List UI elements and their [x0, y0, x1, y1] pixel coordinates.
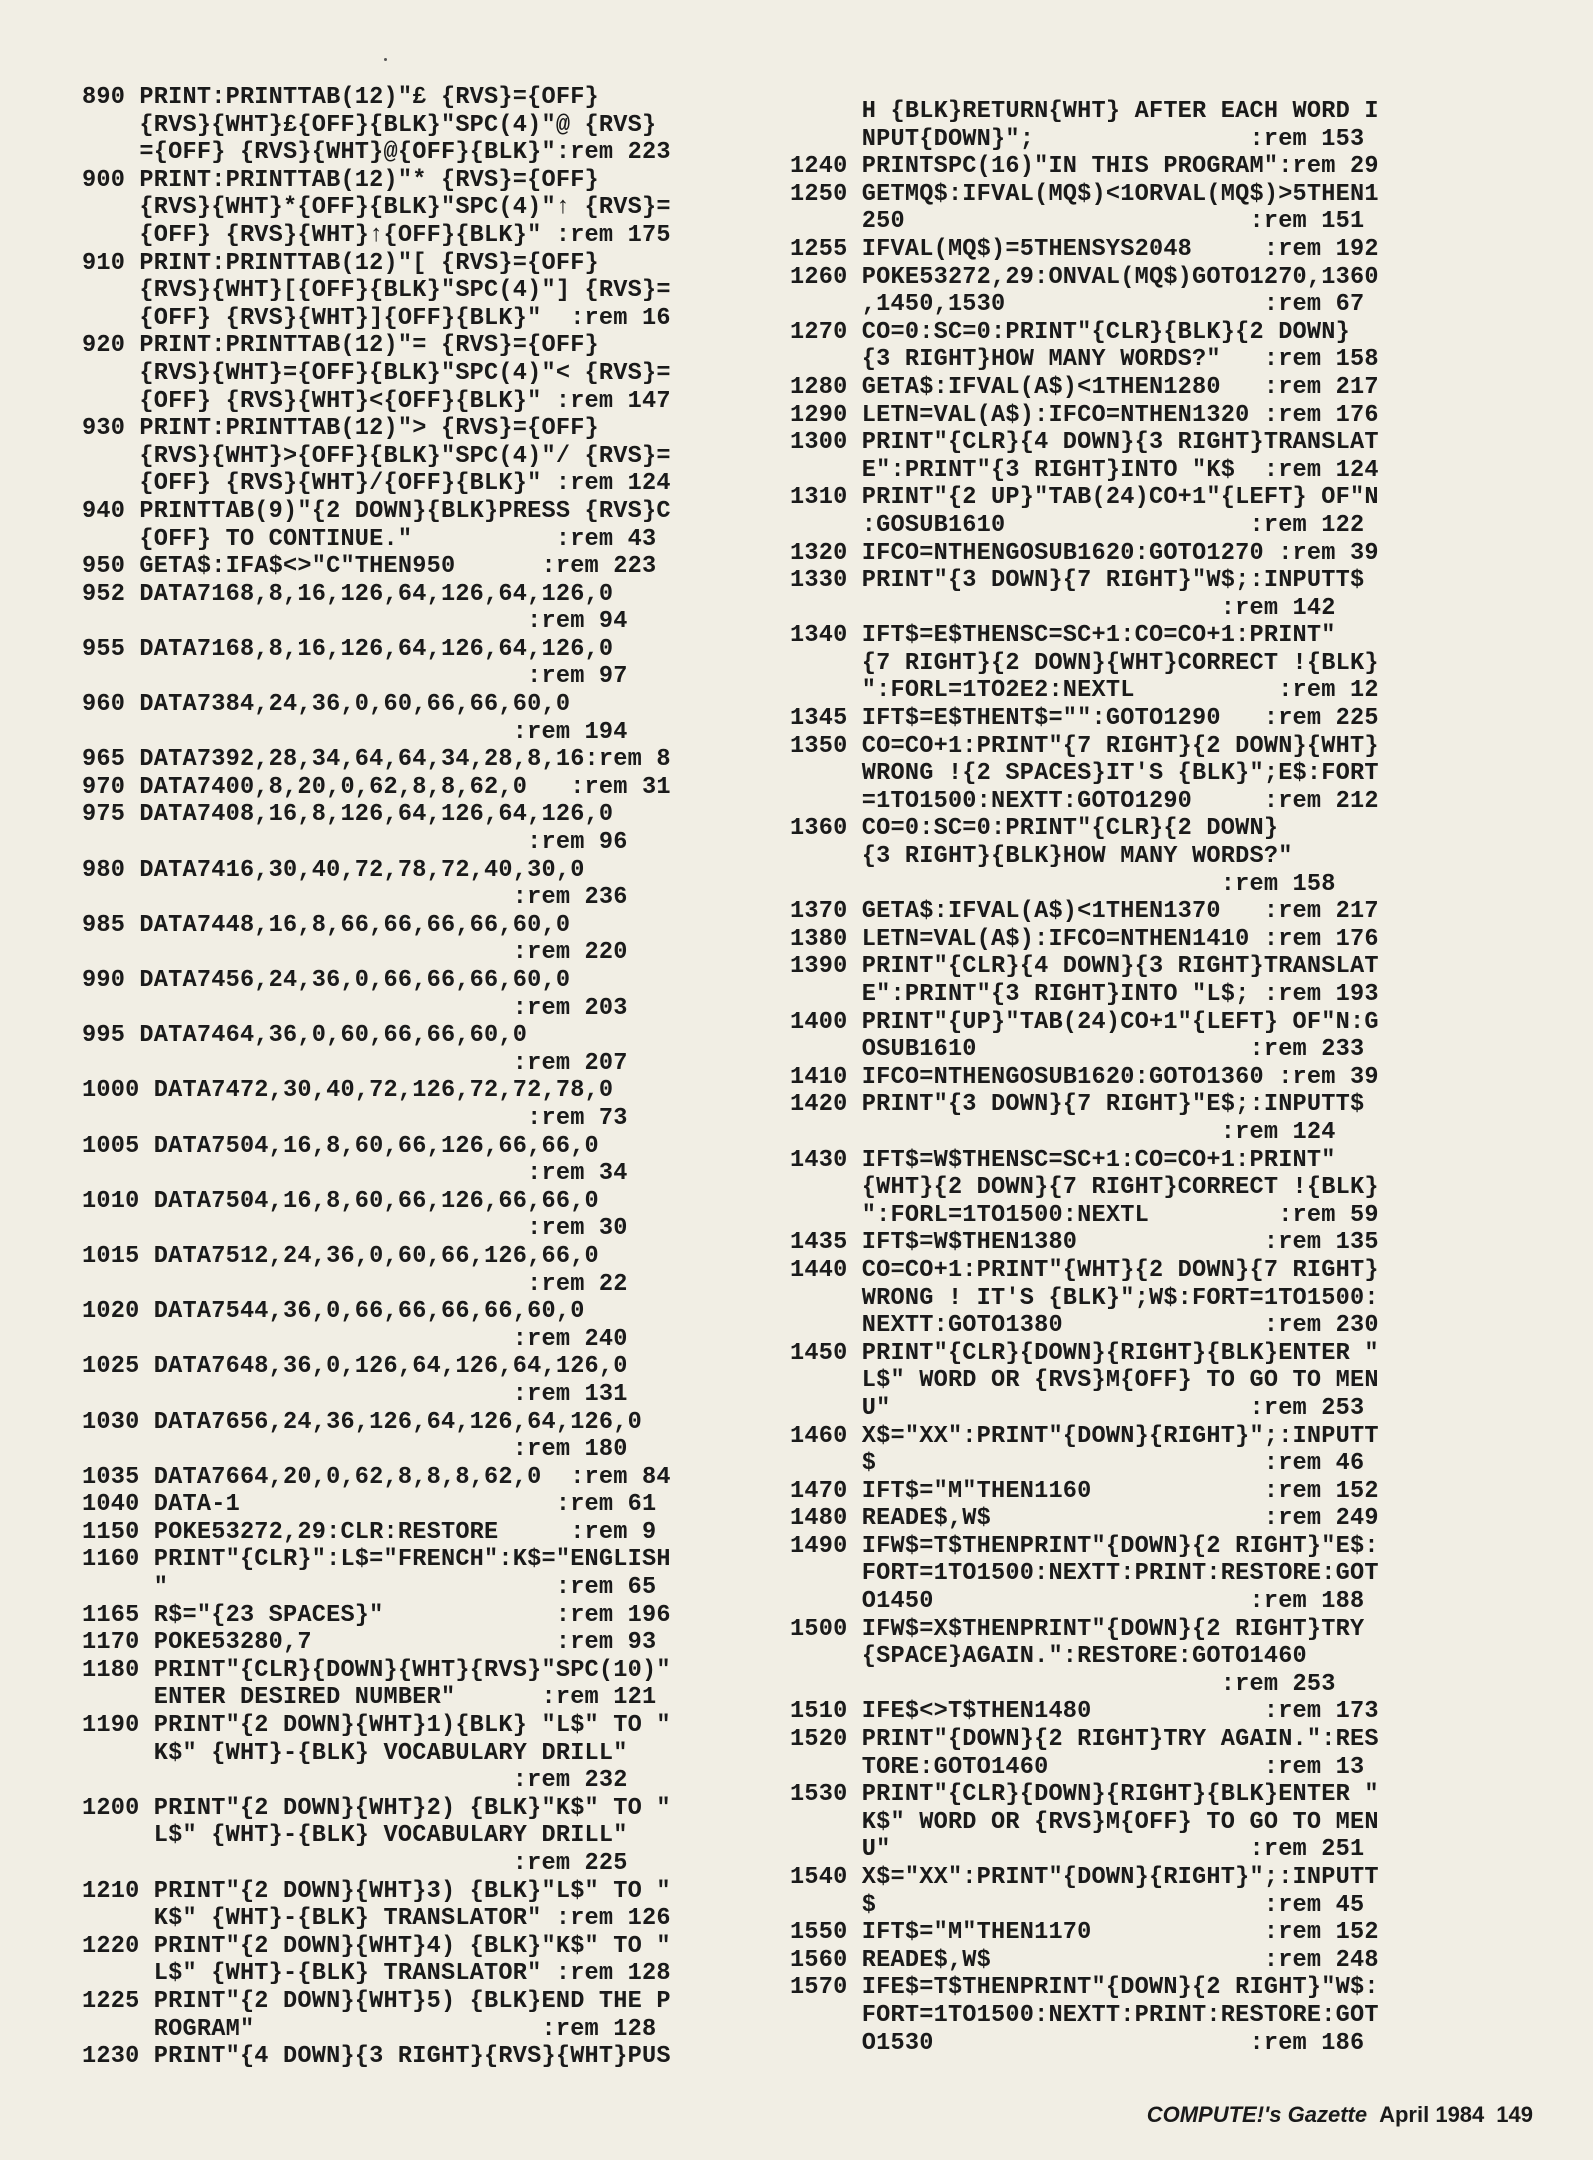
code-line: 1180 PRINT"{CLR}{DOWN}{WHT}{RVS}"SPC(10)": [82, 1656, 671, 1684]
code-line: FORT=1TO1500:NEXTT:PRINT:RESTORE:GOT: [790, 2001, 1379, 2029]
code-line: 1500 IFW$=X$THENPRINT"{DOWN}{2 RIGHT}TRY: [790, 1615, 1365, 1643]
code-line: K$" {WHT}-{BLK} VOCABULARY DRILL": [82, 1739, 628, 1767]
code-line: ROGRAM" :rem 128: [82, 2015, 657, 2043]
code-line: :rem 180: [82, 1436, 628, 1464]
code-line: 1020 DATA7544,36,0,66,66,66,66,60,0: [82, 1298, 585, 1326]
code-line: :rem 131: [82, 1380, 628, 1408]
code-line: 960 DATA7384,24,36,0,60,66,66,60,0: [82, 691, 571, 719]
code-line: :rem 236: [82, 884, 628, 912]
code-line: :rem 73: [82, 1104, 628, 1132]
code-line: {3 RIGHT}{BLK}HOW MANY WORDS?": [790, 843, 1293, 871]
code-line: K$" {WHT}-{BLK} TRANSLATOR" :rem 126: [82, 1905, 671, 1933]
code-line: 930 PRINT:PRINTTAB(12)"> {RVS}={OFF}: [82, 415, 599, 443]
page-footer: [1147, 2102, 1533, 2128]
code-line: U" :rem 253: [790, 1394, 1365, 1422]
code-line: 1300 PRINT"{CLR}{4 DOWN}{3 RIGHT}TRANSLAT: [790, 429, 1379, 457]
code-line: 1470 IFT$="M"THEN1160 :rem 152: [790, 1477, 1379, 1505]
code-line: :rem 142: [790, 594, 1336, 622]
code-line: " :rem 65: [82, 1574, 657, 1602]
code-line: 1220 PRINT"{2 DOWN}{WHT}4) {BLK}"K$" TO ": [82, 1932, 671, 1960]
code-line: 1320 IFCO=NTHENGOSUB1620:GOTO1270 :rem 39: [790, 539, 1379, 567]
code-line: 955 DATA7168,8,16,126,64,126,64,126,0: [82, 635, 614, 663]
code-line: 1360 CO=0:SC=0:PRINT"{CLR}{2 DOWN}: [790, 815, 1279, 843]
code-line: {OFF} {RVS}{WHT}/{OFF}{BLK}" :rem 124: [82, 470, 671, 498]
code-line: {OFF} TO CONTINUE." :rem 43: [82, 525, 657, 553]
code-line: NPUT{DOWN}"; :rem 153: [790, 125, 1365, 153]
code-line: 1330 PRINT"{3 DOWN}{7 RIGHT}"W$;:INPUTT$: [790, 567, 1365, 595]
code-line: {SPACE}AGAIN.":RESTORE:GOTO1460: [790, 1643, 1307, 1671]
code-line: :rem 253: [790, 1670, 1336, 1698]
code-line: 1025 DATA7648,36,0,126,64,126,64,126,0: [82, 1353, 628, 1381]
code-line: 990 DATA7456,24,36,0,66,66,66,60,0: [82, 967, 571, 994]
code-line: 1420 PRINT"{3 DOWN}{7 RIGHT}"E$;:INPUTT$: [790, 1091, 1365, 1119]
code-line: 1310 PRINT"{2 UP}"TAB(24)CO+1"{LEFT} OF"N: [790, 484, 1379, 512]
code-line: 890 PRINT:PRINTTAB(12)"£ {RVS}={OFF}: [82, 84, 599, 111]
code-line: NEXTT:GOTO1380 :rem 230: [790, 1312, 1379, 1340]
code-line: 1015 DATA7512,24,36,0,60,66,126,66,0: [82, 1242, 599, 1270]
code-line: TORE:GOTO1460 :rem 13: [790, 1753, 1365, 1781]
code-line: O1450 :rem 188: [790, 1588, 1365, 1616]
code-line: 965 DATA7392,28,34,64,64,34,28,8,16:rem 8: [82, 746, 671, 774]
code-line: 1450 PRINT"{CLR}{DOWN}{RIGHT}{BLK}ENTER ": [790, 1339, 1379, 1367]
code-line: 1005 DATA7504,16,8,60,66,126,66,66,0: [82, 1132, 599, 1160]
code-line: :rem 94: [82, 608, 628, 636]
code-line: 985 DATA7448,16,8,66,66,66,66,60,0: [82, 911, 571, 939]
code-line: $ :rem 46: [790, 1450, 1365, 1478]
print-speck: [384, 58, 387, 61]
code-line: OSUB1610 :rem 233: [790, 1036, 1365, 1064]
code-line: :rem 232: [82, 1767, 628, 1795]
code-line: WRONG ! IT'S {BLK}";W$:FORT=1TO1500:: [790, 1284, 1379, 1312]
code-line: 1380 LETN=VAL(A$):IFCO=NTHEN1410 :rem 176: [790, 925, 1379, 953]
code-line: 1035 DATA7664,20,0,62,8,8,8,62,0 :rem 84: [82, 1463, 671, 1491]
code-line: 1280 GETA$:IFVAL(A$)<1THEN1280 :rem 217: [790, 373, 1379, 401]
code-line: ":FORL=1TO1500:NEXTL :rem 59: [790, 1201, 1379, 1229]
code-line: 1000 DATA7472,30,40,72,126,72,72,78,0: [82, 1077, 614, 1105]
code-line: 1390 PRINT"{CLR}{4 DOWN}{3 RIGHT}TRANSLAT: [790, 953, 1379, 981]
code-line: 950 GETA$:IFA$<>"C"THEN950 :rem 223: [82, 553, 657, 581]
code-line: ":FORL=1TO2E2:NEXTL :rem 12: [790, 677, 1379, 705]
code-line: 1440 CO=CO+1:PRINT"{WHT}{2 DOWN}{7 RIGHT}: [790, 1256, 1379, 1284]
code-line: 1270 CO=0:SC=0:PRINT"{CLR}{BLK}{2 DOWN}: [790, 318, 1350, 346]
code-line: :rem 158: [790, 870, 1336, 898]
code-line: 1370 GETA$:IFVAL(A$)<1THEN1370 :rem 217: [790, 898, 1379, 926]
code-line: :rem 220: [82, 939, 628, 967]
code-line: ={OFF} {RVS}{WHT}@{OFF}{BLK}":rem 223: [82, 139, 671, 167]
code-line: :rem 194: [82, 718, 628, 746]
code-line: {RVS}{WHT}>{OFF}{BLK}"SPC(4)"/ {RVS}=: [82, 442, 671, 470]
code-line: {7 RIGHT}{2 DOWN}{WHT}CORRECT !{BLK}: [790, 649, 1379, 677]
code-line: 1430 IFT$=W$THENSC=SC+1:CO=CO+1:PRINT": [790, 1146, 1336, 1174]
code-line: :rem 34: [82, 1160, 628, 1188]
code-line: {RVS}{WHT}[{OFF}{BLK}"SPC(4)"] {RVS}=: [82, 277, 671, 305]
code-line: L$" WORD OR {RVS}M{OFF} TO GO TO MEN: [790, 1367, 1379, 1395]
code-line: WRONG !{2 SPACES}IT'S {BLK}";E$:FORT: [790, 760, 1379, 788]
code-line: 1340 IFT$=E$THENSC=SC+1:CO=CO+1:PRINT": [790, 622, 1336, 650]
code-line: 1530 PRINT"{CLR}{DOWN}{RIGHT}{BLK}ENTER ": [790, 1781, 1379, 1809]
code-line: 1435 IFT$=W$THEN1380 :rem 135: [790, 1229, 1379, 1257]
code-line: 1150 POKE53272,29:CLR:RESTORE :rem 9: [82, 1518, 657, 1546]
code-line: 1040 DATA-1 :rem 61: [82, 1491, 657, 1519]
code-line: 1250 GETMQ$:IFVAL(MQ$)<1ORVAL(MQ$)>5THEN1: [790, 180, 1379, 208]
code-line: 1290 LETN=VAL(A$):IFCO=NTHEN1320 :rem 176: [790, 401, 1379, 429]
code-line: 910 PRINT:PRINTTAB(12)"[ {RVS}={OFF}: [82, 249, 599, 277]
code-line: :rem 22: [82, 1270, 628, 1298]
code-line: 1010 DATA7504,16,8,60,66,126,66,66,0: [82, 1187, 599, 1215]
publication-name: COMPUTE!'s Gazette: [1146, 2102, 1368, 2127]
code-line: 1170 POKE53280,7 :rem 93: [82, 1629, 657, 1657]
code-line: 1400 PRINT"{UP}"TAB(24)CO+1"{LEFT} OF"N:G: [790, 1008, 1379, 1036]
code-line: 1410 IFCO=NTHENGOSUB1620:GOTO1360 :rem 39: [790, 1063, 1379, 1091]
code-line: 1225 PRINT"{2 DOWN}{WHT}5) {BLK}END THE P: [82, 1987, 671, 2015]
code-line: 1030 DATA7656,24,36,126,64,126,64,126,0: [82, 1408, 642, 1436]
code-line: E":PRINT"{3 RIGHT}INTO "L$; :rem 193: [790, 981, 1379, 1008]
code-line: 900 PRINT:PRINTTAB(12)"* {RVS}={OFF}: [82, 166, 599, 194]
code-line: 1510 IFE$<>T$THEN1480 :rem 173: [790, 1698, 1379, 1726]
code-line: 1560 READE$,W$ :rem 248: [790, 1946, 1379, 1974]
code-line: 995 DATA7464,36,0,60,66,66,60,0: [82, 1022, 528, 1050]
code-line: 1165 R$="{23 SPACES}" :rem 196: [82, 1601, 671, 1629]
code-line: :rem 30: [82, 1215, 628, 1243]
code-line: :GOSUB1610 :rem 122: [790, 511, 1365, 539]
code-line: H {BLK}RETURN{WHT} AFTER EACH WORD I: [790, 98, 1379, 125]
code-line: {3 RIGHT}HOW MANY WORDS?" :rem 158: [790, 346, 1379, 374]
code-line: 1550 IFT$="M"THEN1170 :rem 152: [790, 1919, 1379, 1947]
code-line: 1460 X$="XX":PRINT"{DOWN}{RIGHT}";:INPUTT: [790, 1422, 1379, 1450]
code-line: :rem 203: [82, 994, 628, 1022]
code-line: 970 DATA7400,8,20,0,62,8,8,62,0 :rem 31: [82, 773, 671, 801]
code-line: 1240 PRINTSPC(16)"IN THIS PROGRAM":rem 29: [790, 153, 1379, 181]
code-line: 1345 IFT$=E$THENT$="":GOTO1290 :rem 225: [790, 705, 1379, 733]
code-line: ENTER DESIRED NUMBER" :rem 121: [82, 1684, 657, 1712]
code-line: 1520 PRINT"{DOWN}{2 RIGHT}TRY AGAIN.":RES: [790, 1726, 1379, 1754]
code-line: {RVS}{WHT}£{OFF}{BLK}"SPC(4)"@ {RVS}: [82, 111, 657, 139]
code-line: 1255 IFVAL(MQ$)=5THENSYS2048 :rem 192: [790, 235, 1379, 263]
code-line: {RVS}{WHT}*{OFF}{BLK}"SPC(4)"↑ {RVS}=: [82, 194, 671, 222]
code-line: :rem 97: [82, 663, 628, 691]
right-code-column: [790, 98, 1475, 2057]
left-code-column: [82, 84, 762, 2071]
issue-date: April 1984: [1379, 2102, 1485, 2127]
code-line: :rem 240: [82, 1325, 628, 1353]
code-line: :rem 124: [790, 1118, 1336, 1146]
code-line: L$" {WHT}-{BLK} VOCABULARY DRILL": [82, 1822, 628, 1850]
code-line: FORT=1TO1500:NEXTT:PRINT:RESTORE:GOT: [790, 1560, 1379, 1588]
code-line: {RVS}{WHT}={OFF}{BLK}"SPC(4)"< {RVS}=: [82, 359, 671, 387]
code-line: 1350 CO=CO+1:PRINT"{7 RIGHT}{2 DOWN}{WHT}: [790, 732, 1379, 760]
code-line: 940 PRINTTAB(9)"{2 DOWN}{BLK}PRESS {RVS}C: [82, 497, 671, 525]
code-line: 1160 PRINT"{CLR}":L$="FRENCH":K$="ENGLISH: [82, 1546, 671, 1574]
code-line: :rem 96: [82, 829, 628, 857]
code-line: 952 DATA7168,8,16,126,64,126,64,126,0: [82, 580, 614, 608]
code-line: K$" WORD OR {RVS}M{OFF} TO GO TO MEN: [790, 1808, 1379, 1836]
code-line: 1570 IFE$=T$THENPRINT"{DOWN}{2 RIGHT}"W$:: [790, 1974, 1379, 2002]
page-number: 149: [1496, 2102, 1533, 2127]
code-line: E":PRINT"{3 RIGHT}INTO "K$ :rem 124: [790, 456, 1379, 484]
code-line: 1540 X$="XX":PRINT"{DOWN}{RIGHT}";:INPUTT: [790, 1864, 1379, 1891]
code-line: L$" {WHT}-{BLK} TRANSLATOR" :rem 128: [82, 1960, 671, 1988]
code-line: ,1450,1530 :rem 67: [790, 291, 1365, 319]
code-line: 250 :rem 151: [790, 208, 1365, 236]
code-line: {OFF} {RVS}{WHT}↑{OFF}{BLK}" :rem 175: [82, 221, 671, 249]
code-line: {OFF} {RVS}{WHT}<{OFF}{BLK}" :rem 147: [82, 387, 671, 415]
code-line: 1230 PRINT"{4 DOWN}{3 RIGHT}{RVS}{WHT}PUS: [82, 2043, 671, 2071]
code-line: 980 DATA7416,30,40,72,78,72,40,30,0: [82, 856, 585, 884]
code-line: 1190 PRINT"{2 DOWN}{WHT}1){BLK} "L$" TO ": [82, 1712, 671, 1740]
code-line: O1530 :rem 186: [790, 2029, 1365, 2057]
code-line: 975 DATA7408,16,8,126,64,126,64,126,0: [82, 801, 614, 829]
code-line: 1210 PRINT"{2 DOWN}{WHT}3) {BLK}"L$" TO ": [82, 1877, 671, 1905]
code-line: 1490 IFW$=T$THENPRINT"{DOWN}{2 RIGHT}"E$:: [790, 1532, 1379, 1560]
code-line: :rem 225: [82, 1850, 628, 1877]
code-line: 1480 READE$,W$ :rem 249: [790, 1505, 1379, 1533]
code-line: {OFF} {RVS}{WHT}]{OFF}{BLK}" :rem 16: [82, 304, 671, 332]
code-line: {WHT}{2 DOWN}{7 RIGHT}CORRECT !{BLK}: [790, 1174, 1379, 1202]
code-line: 1200 PRINT"{2 DOWN}{WHT}2) {BLK}"K$" TO ": [82, 1794, 671, 1822]
code-line: 1260 POKE53272,29:ONVAL(MQ$)GOTO1270,1360: [790, 263, 1379, 291]
code-line: :rem 207: [82, 1049, 628, 1077]
code-line: $ :rem 45: [790, 1891, 1365, 1919]
code-line: =1TO1500:NEXTT:GOTO1290 :rem 212: [790, 787, 1379, 815]
code-line: U" :rem 251: [790, 1836, 1365, 1864]
code-line: 920 PRINT:PRINTTAB(12)"= {RVS}={OFF}: [82, 332, 599, 360]
